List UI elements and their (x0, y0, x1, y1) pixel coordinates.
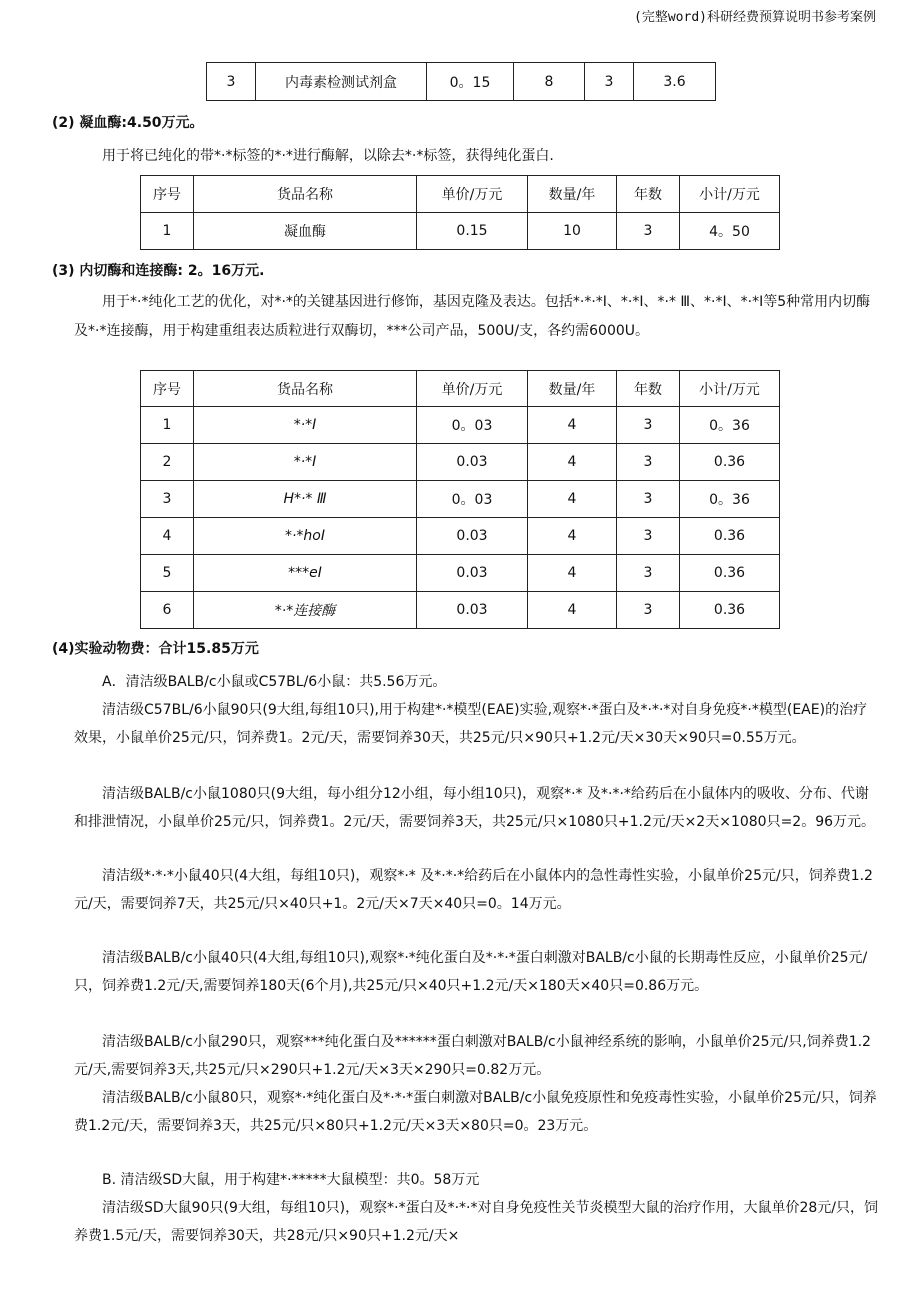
table-row: 6 *·*连接酶 0.03 4 3 0.36 (141, 592, 780, 629)
animal-para-b: B. 清洁级SD大鼠，用于构建*·*****大鼠模型：共0。58万元 (102, 1172, 480, 1188)
table-row: 1 凝血酶 0.15 10 3 4。50 (141, 213, 780, 250)
document-header: (完整word)科研经费预算说明书参考案例 (634, 10, 876, 25)
section-heading-thrombin: (2) 凝血酶:4.50万元。 (52, 115, 204, 131)
table-row: 3 内毒素检测试剂盒 0。15 8 3 3.6 (207, 63, 716, 101)
section-desc-thrombin: 用于将已纯化的带*·*标签的*·*进行酶解，以除去*·*标签，获得纯化蛋白. (102, 148, 554, 164)
section-desc-enzymes: 用于*·*纯化工艺的优化，对*·*的关键基因进行修饰，基因克隆及表达。包括*·*·*Ⅰ、*·*Ⅰ、*·* Ⅲ、*·*Ⅰ、*·*Ⅰ等5种常用内切酶及*·*连接酶，用于构建重组表达质粒进行双酶切，***公司产品，500U/支，各约需6000U。 (74, 294, 871, 339)
animal-para-balbc-1080: 清洁级BALB/c小鼠1080只(9大组，每小组分12小组，每小组10只)，观察*·* 及*·*·*给药后在小鼠体内的吸收、分布、代谢和排泄情况，小鼠单价25元/只，饲养费1。2元/天，需要饲养3天，共25元/只×1080只+1.2元/天×2天×1080只=2。96万元。 (74, 786, 876, 830)
enzyme-table (140, 370, 780, 629)
section-heading-enzymes: (3) 内切酶和连接酶: 2。16万元. (52, 263, 265, 279)
animal-para-c57: 清洁级C57BL/6小鼠90只(9大组,每组10只),用于构建*·*模型(EAE)实验,观察*·*蛋白及*·*·*对自身免疫*·*模型(EAE)的治疗效果，小鼠单价25元/只，饲养费1。2元/天，需要饲养30天，共25元/只×90只+1.2元/天×30天×90只=0.55万元。 (74, 702, 868, 746)
thrombin-table (140, 175, 780, 250)
animal-para-sd-rat: 清洁级SD大鼠90只(9大组，每组10只)，观察*·*蛋白及*·*·*对自身免疫性关节炎模型大鼠的治疗作用，大鼠单价28元/只，饲养费1.5元/天，需要饲养30天，共28元/只×90只+1.2元/天× (74, 1200, 879, 1244)
table-row: 1 *·*Ⅰ 0。03 4 3 0。36 (141, 407, 780, 444)
table-row: 3 H*·* Ⅲ 0。03 4 3 0。36 (141, 481, 780, 518)
animal-para-acute-toxicity: 清洁级*·*·*小鼠40只(4大组，每组10只)，观察*·* 及*·*·*给药后在小鼠体内的急性毒性实验，小鼠单价25元/只，饲养费1.2元/天，需要饲养7天，共25元/只×40只+1。2元/天×7天×40只=0。14万元。 (74, 868, 873, 912)
table-row: 4 *·*hoⅠ 0.03 4 3 0.36 (141, 518, 780, 555)
animal-para-immunogenicity: 清洁级BALB/c小鼠80只，观察*·*纯化蛋白及*·*·*蛋白刺激对BALB/c小鼠免疫原性和免疫毒性实验，小鼠单价25元/只，饲养费1.2元/天，需要饲养3天，共25元/只×80只+1.2元/天×3天×80只=0。23万元。 (74, 1090, 877, 1134)
animal-para-a: A．清洁级BALB/c小鼠或C57BL/6小鼠：共5.56万元。 (102, 674, 447, 690)
animal-para-nervous: 清洁级BALB/c小鼠290只，观察***纯化蛋白及******蛋白刺激对BALB/c小鼠神经系统的影响，小鼠单价25元/只,饲养费1.2元/天,需要饲养3天,共25元/只×290只+1.2元/天×3天×290只=0.82万元。 (74, 1034, 871, 1078)
table-row: 2 *·*Ⅰ 0.03 4 3 0.36 (141, 444, 780, 481)
animal-para-long-toxicity: 清洁级BALB/c小鼠40只(4大组,每组10只),观察*·*纯化蛋白及*·*·*蛋白刺激对BALB/c小鼠的长期毒性反应，小鼠单价25元/只，饲养费1.2元/天,需要饲养180天(6个月),共25元/只×40只+1.2元/天×180天×40只=0.86万元。 (74, 950, 868, 994)
table-header-row: 序号 货品名称 单价/万元 数量/年 年数 小计/万元 (141, 371, 780, 407)
section-heading-animals: (4)实验动物费：合计15.85万元 (52, 641, 259, 657)
reagent-table-continuation (206, 62, 716, 101)
table-row: 5 ***eⅠ 0.03 4 3 0.36 (141, 555, 780, 592)
table-header-row: 序号 货品名称 单价/万元 数量/年 年数 小计/万元 (141, 176, 780, 213)
